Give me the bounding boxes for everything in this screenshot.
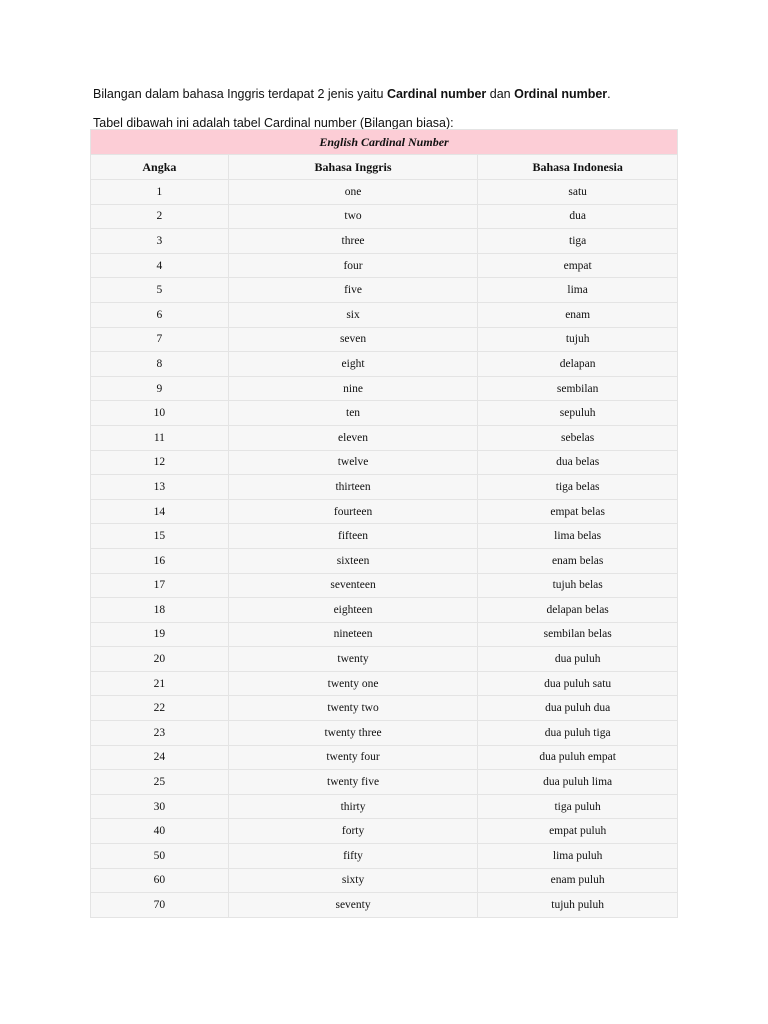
cell-bahasa-indonesia: dua [478,204,678,229]
table-row [91,253,678,278]
cell-angka: 6 [91,302,229,327]
cell-angka: 16 [91,548,229,573]
table-row [91,302,678,327]
table-row [91,499,678,524]
cell-angka: 24 [91,745,229,770]
intro-text-1: Bilangan dalam bahasa Inggris terdapat 2 jenis yaitu [93,87,387,101]
cell-bahasa-inggris: thirteen [228,475,478,500]
header-bahasa-inggris: Bahasa Inggris [228,155,478,180]
table-row [91,893,678,918]
table-row [91,819,678,844]
table-row [91,204,678,229]
table-row [91,770,678,795]
cell-bahasa-inggris: eighteen [228,598,478,623]
cell-angka: 2 [91,204,229,229]
cell-bahasa-indonesia: tiga belas [478,475,678,500]
table-row [91,671,678,696]
table-row [91,548,678,573]
cell-angka: 13 [91,475,229,500]
table-row [91,696,678,721]
table-row [91,721,678,746]
intro-text-2: dan [486,87,515,101]
cell-angka: 14 [91,499,229,524]
cell-angka: 21 [91,671,229,696]
cell-bahasa-inggris: seven [228,327,478,352]
cell-bahasa-indonesia: empat belas [478,499,678,524]
cell-bahasa-inggris: four [228,253,478,278]
table-body [91,180,678,918]
cell-bahasa-inggris: seventy [228,893,478,918]
cell-bahasa-indonesia: tiga puluh [478,794,678,819]
cell-bahasa-indonesia: tujuh puluh [478,893,678,918]
cell-angka: 18 [91,598,229,623]
cell-bahasa-inggris: seventeen [228,573,478,598]
table-row [91,376,678,401]
cell-bahasa-indonesia: dua puluh satu [478,671,678,696]
cell-bahasa-inggris: one [228,180,478,205]
cell-bahasa-indonesia: delapan [478,352,678,377]
cell-bahasa-indonesia: sembilan belas [478,622,678,647]
table-row [91,868,678,893]
cell-bahasa-indonesia: dua puluh dua [478,696,678,721]
cell-bahasa-inggris: eleven [228,425,478,450]
cell-bahasa-inggris: twenty three [228,721,478,746]
cell-angka: 70 [91,893,229,918]
table-row [91,647,678,672]
cell-bahasa-inggris: twenty two [228,696,478,721]
cell-angka: 60 [91,868,229,893]
table-row [91,598,678,623]
cell-bahasa-indonesia: empat puluh [478,819,678,844]
cell-angka: 4 [91,253,229,278]
cell-bahasa-inggris: two [228,204,478,229]
intro-paragraph [93,86,611,102]
cell-angka: 11 [91,425,229,450]
cell-bahasa-indonesia: sepuluh [478,401,678,426]
cell-bahasa-indonesia: sembilan [478,376,678,401]
cell-bahasa-indonesia: lima [478,278,678,303]
table-row [91,573,678,598]
cell-bahasa-indonesia: sebelas [478,425,678,450]
table-row [91,450,678,475]
cell-angka: 20 [91,647,229,672]
cell-angka: 50 [91,844,229,869]
cell-bahasa-inggris: nine [228,376,478,401]
cell-bahasa-indonesia: tujuh belas [478,573,678,598]
cell-bahasa-indonesia: enam [478,302,678,327]
cell-bahasa-inggris: twenty five [228,770,478,795]
cell-bahasa-inggris: twenty [228,647,478,672]
cell-bahasa-indonesia: lima belas [478,524,678,549]
cell-bahasa-indonesia: empat [478,253,678,278]
cell-bahasa-inggris: fourteen [228,499,478,524]
table-row [91,180,678,205]
table-row [91,327,678,352]
table-row [91,844,678,869]
intro-text-3: . [607,87,611,101]
cell-bahasa-inggris: fifty [228,844,478,869]
cell-bahasa-inggris: twenty one [228,671,478,696]
cell-bahasa-inggris: six [228,302,478,327]
cell-angka: 23 [91,721,229,746]
cell-bahasa-inggris: ten [228,401,478,426]
table-row [91,475,678,500]
cell-bahasa-indonesia: dua puluh lima [478,770,678,795]
cell-angka: 3 [91,229,229,254]
table-row [91,524,678,549]
cell-bahasa-inggris: eight [228,352,478,377]
cell-bahasa-inggris: forty [228,819,478,844]
table-row [91,352,678,377]
cell-angka: 40 [91,819,229,844]
ordinal-number-term: Ordinal number [514,87,608,101]
table-row [91,794,678,819]
cell-angka: 10 [91,401,229,426]
header-angka: Angka [91,155,229,180]
table-intro: Tabel dibawah ini adalah tabel Cardinal number (Bilangan biasa): [93,116,454,130]
cell-angka: 30 [91,794,229,819]
table-row [91,229,678,254]
table-row [91,278,678,303]
cell-bahasa-inggris: twenty four [228,745,478,770]
cell-bahasa-indonesia: tujuh [478,327,678,352]
cell-angka: 12 [91,450,229,475]
cell-bahasa-indonesia: dua belas [478,450,678,475]
cell-bahasa-inggris: three [228,229,478,254]
cell-bahasa-inggris: fifteen [228,524,478,549]
table-header-row [91,155,678,180]
cell-bahasa-indonesia: enam puluh [478,868,678,893]
cell-bahasa-indonesia: tiga [478,229,678,254]
cell-bahasa-indonesia: satu [478,180,678,205]
cell-angka: 7 [91,327,229,352]
cell-bahasa-inggris: sixteen [228,548,478,573]
cell-angka: 5 [91,278,229,303]
table-title-row [91,130,678,155]
cell-angka: 17 [91,573,229,598]
cell-bahasa-indonesia: dua puluh tiga [478,721,678,746]
table-row [91,622,678,647]
cell-bahasa-indonesia: enam belas [478,548,678,573]
cell-bahasa-inggris: nineteen [228,622,478,647]
table-title: English Cardinal Number [91,130,678,155]
table-row [91,425,678,450]
cell-bahasa-inggris: sixty [228,868,478,893]
cell-angka: 15 [91,524,229,549]
cell-bahasa-indonesia: dua puluh [478,647,678,672]
table-row [91,401,678,426]
cell-bahasa-inggris: five [228,278,478,303]
cell-bahasa-indonesia: dua puluh empat [478,745,678,770]
table-row [91,745,678,770]
header-bahasa-indonesia: Bahasa Indonesia [478,155,678,180]
cell-bahasa-indonesia: delapan belas [478,598,678,623]
cell-bahasa-inggris: twelve [228,450,478,475]
cell-angka: 22 [91,696,229,721]
cardinal-number-term: Cardinal number [386,87,487,101]
cell-angka: 8 [91,352,229,377]
cell-angka: 19 [91,622,229,647]
cell-angka: 25 [91,770,229,795]
cell-bahasa-inggris: thirty [228,794,478,819]
cardinal-number-table [90,129,678,918]
cell-angka: 9 [91,376,229,401]
cell-angka: 1 [91,180,229,205]
cell-bahasa-indonesia: lima puluh [478,844,678,869]
